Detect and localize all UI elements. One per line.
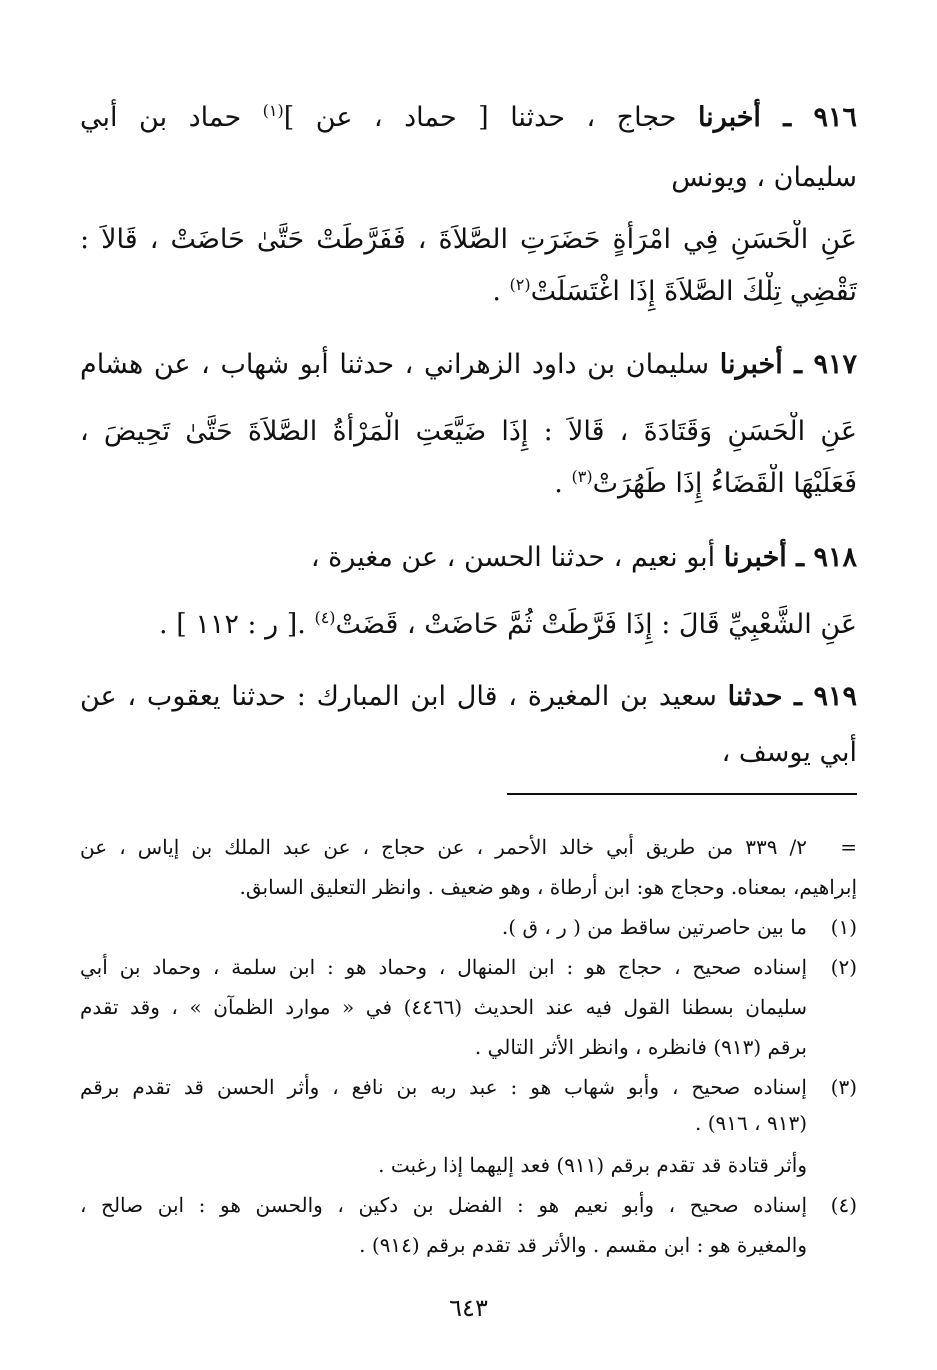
entry-number: ٩١٧	[813, 349, 857, 380]
entry-number: ٩١٦	[813, 102, 857, 133]
footnote-3-line-1: إسناده صحيح ، وأبو شهاب هو : عبد ربه بن نافع ، وأثر الحسن قد تقدم برقم	[80, 1075, 807, 1099]
footnote-2-label: (٢)	[830, 955, 857, 979]
entry-916-line-2: سليمان ، ويونس	[671, 162, 857, 193]
entry-label: أخبرنا	[723, 542, 787, 573]
footnote-ref: (٤)	[314, 608, 336, 627]
entry-number: ٩١٨	[813, 542, 857, 573]
footnote-divider	[507, 793, 857, 795]
footnote-1-line-1: ما بين حاصرتين ساقط من ( ر ، ق ).	[501, 915, 807, 939]
page-number: ٦٤٣	[449, 1294, 488, 1322]
entry-916-line-1: ٩١٦ ـ أخبرنا حجاج ، حدثنا [ حماد ، عن ]$^{(١)}$ حماد بن أبي	[80, 101, 857, 133]
entry-919-line-1: ٩١٩ ـ حدثنا سعيد بن المغيرة ، قال ابن المبارك : حدثنا يعقوب ، عن	[80, 681, 857, 712]
footnote-ref: (٣)	[571, 467, 593, 486]
entry-917-line-1: ٩١٧ ـ أخبرنا سليمان بن داود الزهراني ، حدثنا أبو شهاب ، عن هشام	[80, 349, 857, 380]
footnote-1-label: (١)	[830, 915, 857, 939]
footnote-2-line-3: برقم (٩١٣) فانظره ، وانظر الأثر التالي .	[474, 1035, 807, 1059]
entry-918-body-1: عَنِ الشَّعْبِيِّ قَالَ : إِذَا فَرَّطَتْ ثُمَّ حَاضَتْ ، قَضَتْ$^{(٤)}$ .[ ر : ١١٢ ] .	[159, 608, 857, 640]
footnote-3-line-3: وأثر قتادة قد تقدم برقم (٩١١) فعد إليهما إذا رغبت .	[378, 1153, 807, 1177]
footnote-3-line-2: (٩١٣ ، ٩١٦) .	[695, 1111, 807, 1135]
entry-919-line-2: أبي يوسف ،	[721, 737, 857, 768]
entry-number: ٩١٩	[813, 681, 857, 712]
footnote-2-line-2: سليمان بسطنا القول فيه عند الحديث (٤٤٦٦) في « موارد الظمآن » ، وقد تقدم	[80, 995, 807, 1019]
entry-label: أخبرنا	[697, 102, 761, 133]
footnote-4-line-1: إسناده صحيح ، وأبو نعيم هو : الفضل بن دكين ، والحسن هو : ابن صالح ،	[80, 1193, 807, 1217]
entry-917-body-1: عَنِ الْحَسَنِ وَقَتَادَةَ ، قَالاَ : إِذَا ضَيَّعَتِ الْمَرْأَةُ الصَّلاَةَ حَتَّىٰ تَحِيضَ ،	[80, 416, 857, 447]
entry-label: حدثنا	[727, 681, 783, 712]
entry-917-body-2: فَعَلَيْهَا الْقَضَاءُ إِذَا طَهُرَتْ$^{(٣)}$ .	[554, 467, 857, 499]
footnote-continuation-label: =	[840, 835, 857, 859]
entry-916-body-1: عَنِ الْحَسَنِ فِي امْرَأَةٍ حَضَرَتِ الصَّلاَةَ ، فَفَرَّطَتْ حَتَّىٰ حَاضَتْ ، قَالاَ :	[80, 224, 857, 255]
footnote-4-line-2: والمغيرة هو : ابن مقسم . والأثر قد تقدم برقم (٩١٤) .	[359, 1233, 807, 1257]
footnote-3-label: (٣)	[830, 1075, 857, 1099]
entry-916-body-2: تَقْضِي تِلْكَ الصَّلاَةَ إِذَا اغْتَسَلَتْ$^{(٢)}$ .	[492, 275, 857, 307]
footnote-continuation-line-1: ٢/ ٣٣٩ من طريق أبي خالد الأحمر ، عن حجاج ، عن عبد الملك بن إياس ، عن	[80, 835, 807, 859]
footnote-continuation-line-2: إبراهيم، بمعناه. وحجاج هو: ابن أرطاة ، وهو ضعيف . وانظر التعليق السابق.	[239, 875, 857, 899]
entry-label: أخبرنا	[719, 349, 783, 380]
footnote-ref: (٢)	[509, 275, 531, 294]
entry-918-line-1: ٩١٨ ـ أخبرنا أبو نعيم ، حدثنا الحسن ، عن مغيرة ،	[310, 542, 857, 573]
footnote-ref: (١)	[262, 101, 284, 120]
footnote-2-line-1: إسناده صحيح ، حجاج هو : ابن المنهال ، وحماد هو : ابن سلمة ، وحماد بن أبي	[80, 955, 807, 979]
footnote-4-label: (٤)	[830, 1193, 857, 1217]
